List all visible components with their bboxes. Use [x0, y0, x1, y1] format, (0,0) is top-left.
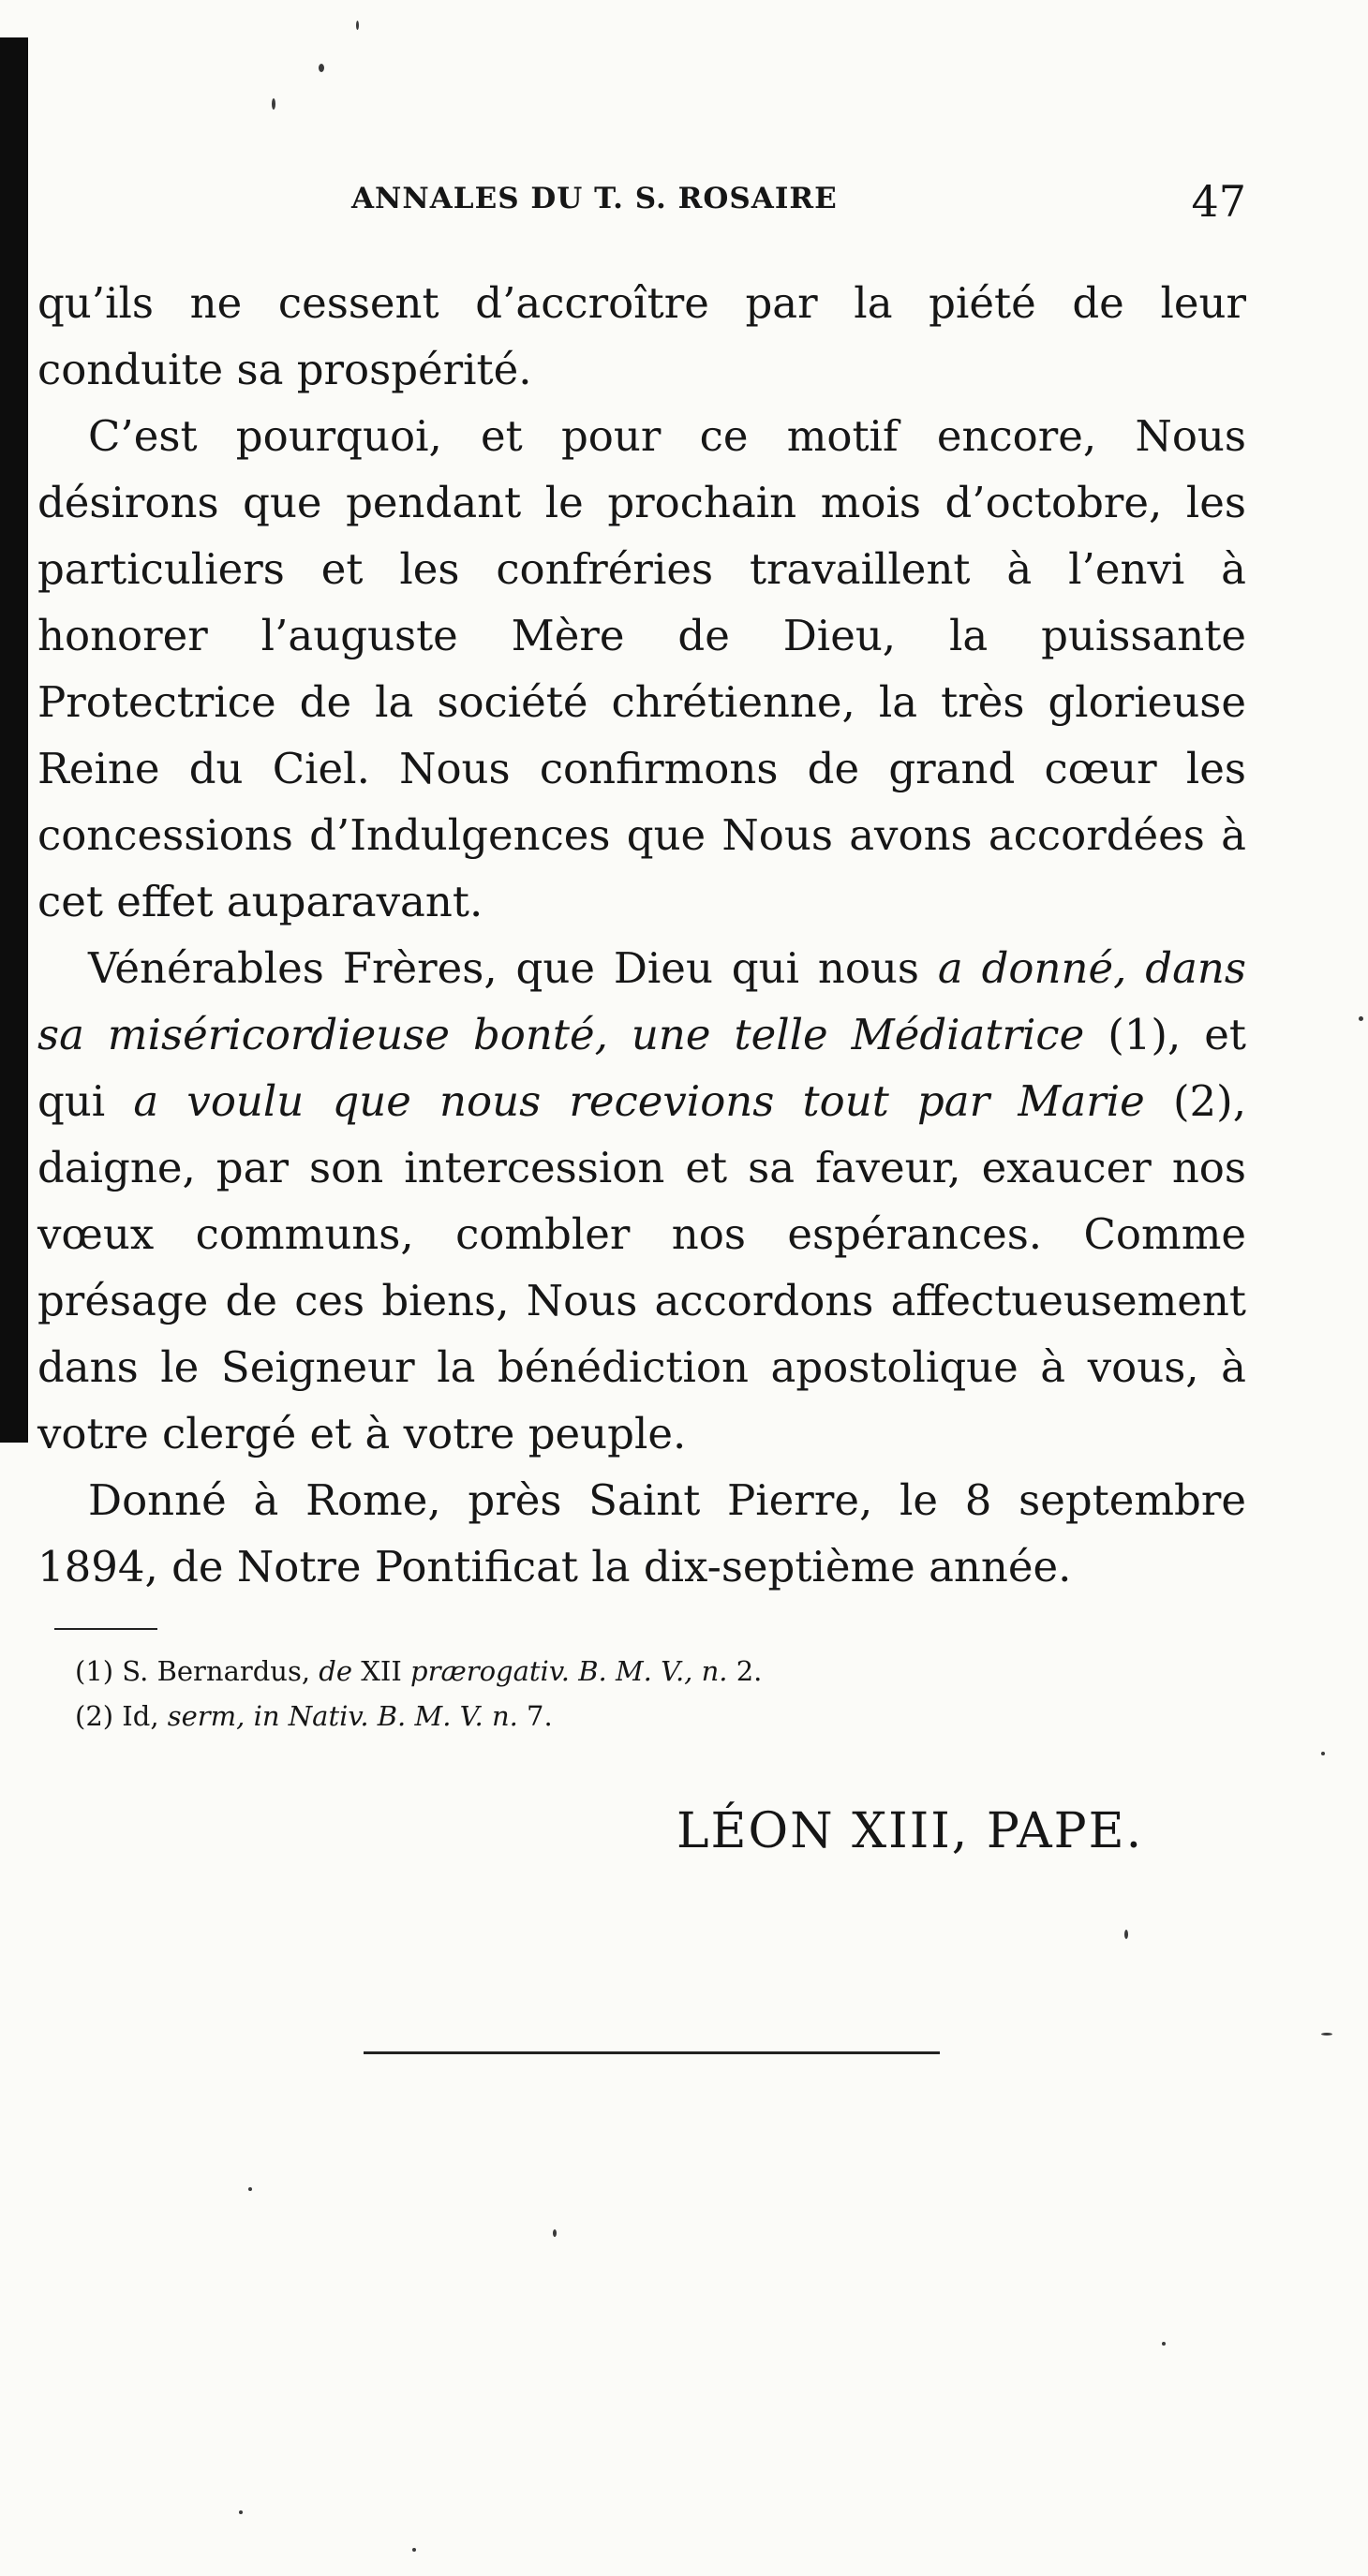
blessing-quote-2: a voulu que nous recevions tout par Marie	[133, 1076, 1145, 1126]
scan-speck	[1359, 1016, 1363, 1021]
page-header	[319, 176, 1246, 232]
paragraph-dateline: Donné à Rome, près Saint Pierre, le 8 septembre 1894, de Notre Pontificat la dix-septième année.	[37, 1475, 1246, 1591]
footnote-2: (2) Id, serm, in Nativ. B. M. V. n. 7.	[75, 1700, 553, 1732]
running-head: ANNALES DU T. S. ROSAIRE	[351, 182, 838, 215]
blessing-text-3: (2), daigne, par son intercession et sa faveur, exaucer nos vœux communs, combler nos espérances. Comme présage de ces biens, Nous accordons affectueusement dans le Seigneur la bénédiction apostolique à vous, à votre clergé et à votre peuple.	[37, 1076, 1247, 1458]
scan-speck	[1321, 2033, 1332, 2036]
scan-speck	[356, 21, 359, 30]
scan-speck	[412, 2548, 416, 2552]
paragraph-blessing	[37, 935, 1246, 1467]
scan-speck	[553, 2229, 557, 2237]
scan-speck	[319, 64, 324, 72]
blessing-quote-1: a donné, dans sa miséricordieuse bonté, une telle Médiatrice	[37, 943, 1247, 1059]
scan-speck	[1162, 2342, 1166, 2346]
scan-speck	[239, 2510, 243, 2514]
scan-speck	[1124, 1930, 1128, 1939]
blessing-text-2: (1), et qui	[37, 1010, 1246, 1126]
scan-speck	[1321, 1752, 1325, 1755]
footnote-rule	[54, 1628, 157, 1630]
footnote-1: (1) S. Bernardus, de XII prærogativ. B. M. V., n. 2.	[75, 1655, 763, 1687]
body-text	[37, 270, 1246, 1600]
scan-speck	[248, 2187, 252, 2191]
binding-edge-shadow	[0, 37, 28, 1443]
page-number: 47	[1191, 176, 1246, 227]
footnotes	[75, 1649, 762, 1739]
paragraph-continuation: qu’ils ne cessent d’accroître par la piété de leur conduite sa prospérité.	[37, 278, 1246, 394]
scan-speck	[272, 98, 275, 110]
signature: LÉON XIII, PAPE.	[677, 1803, 1144, 1859]
blessing-text-1: Vénérables Frères, que Dieu qui nous	[88, 943, 938, 993]
paragraph-rosary-month: C’est pourquoi, et pour ce motif encore, Nous désirons que pendant le prochain mois d’octobre, les particuliers et les confréries travaillent à l’envi à honorer l’auguste Mère de Dieu, la puissante Protectrice de la société chrétienne, la très glorieuse Reine du Ciel. Nous confirmons de grand cœur les concessions d’Indulgences que Nous avons accordées à cet effet auparavant.	[37, 411, 1246, 926]
end-rule	[364, 2051, 940, 2054]
